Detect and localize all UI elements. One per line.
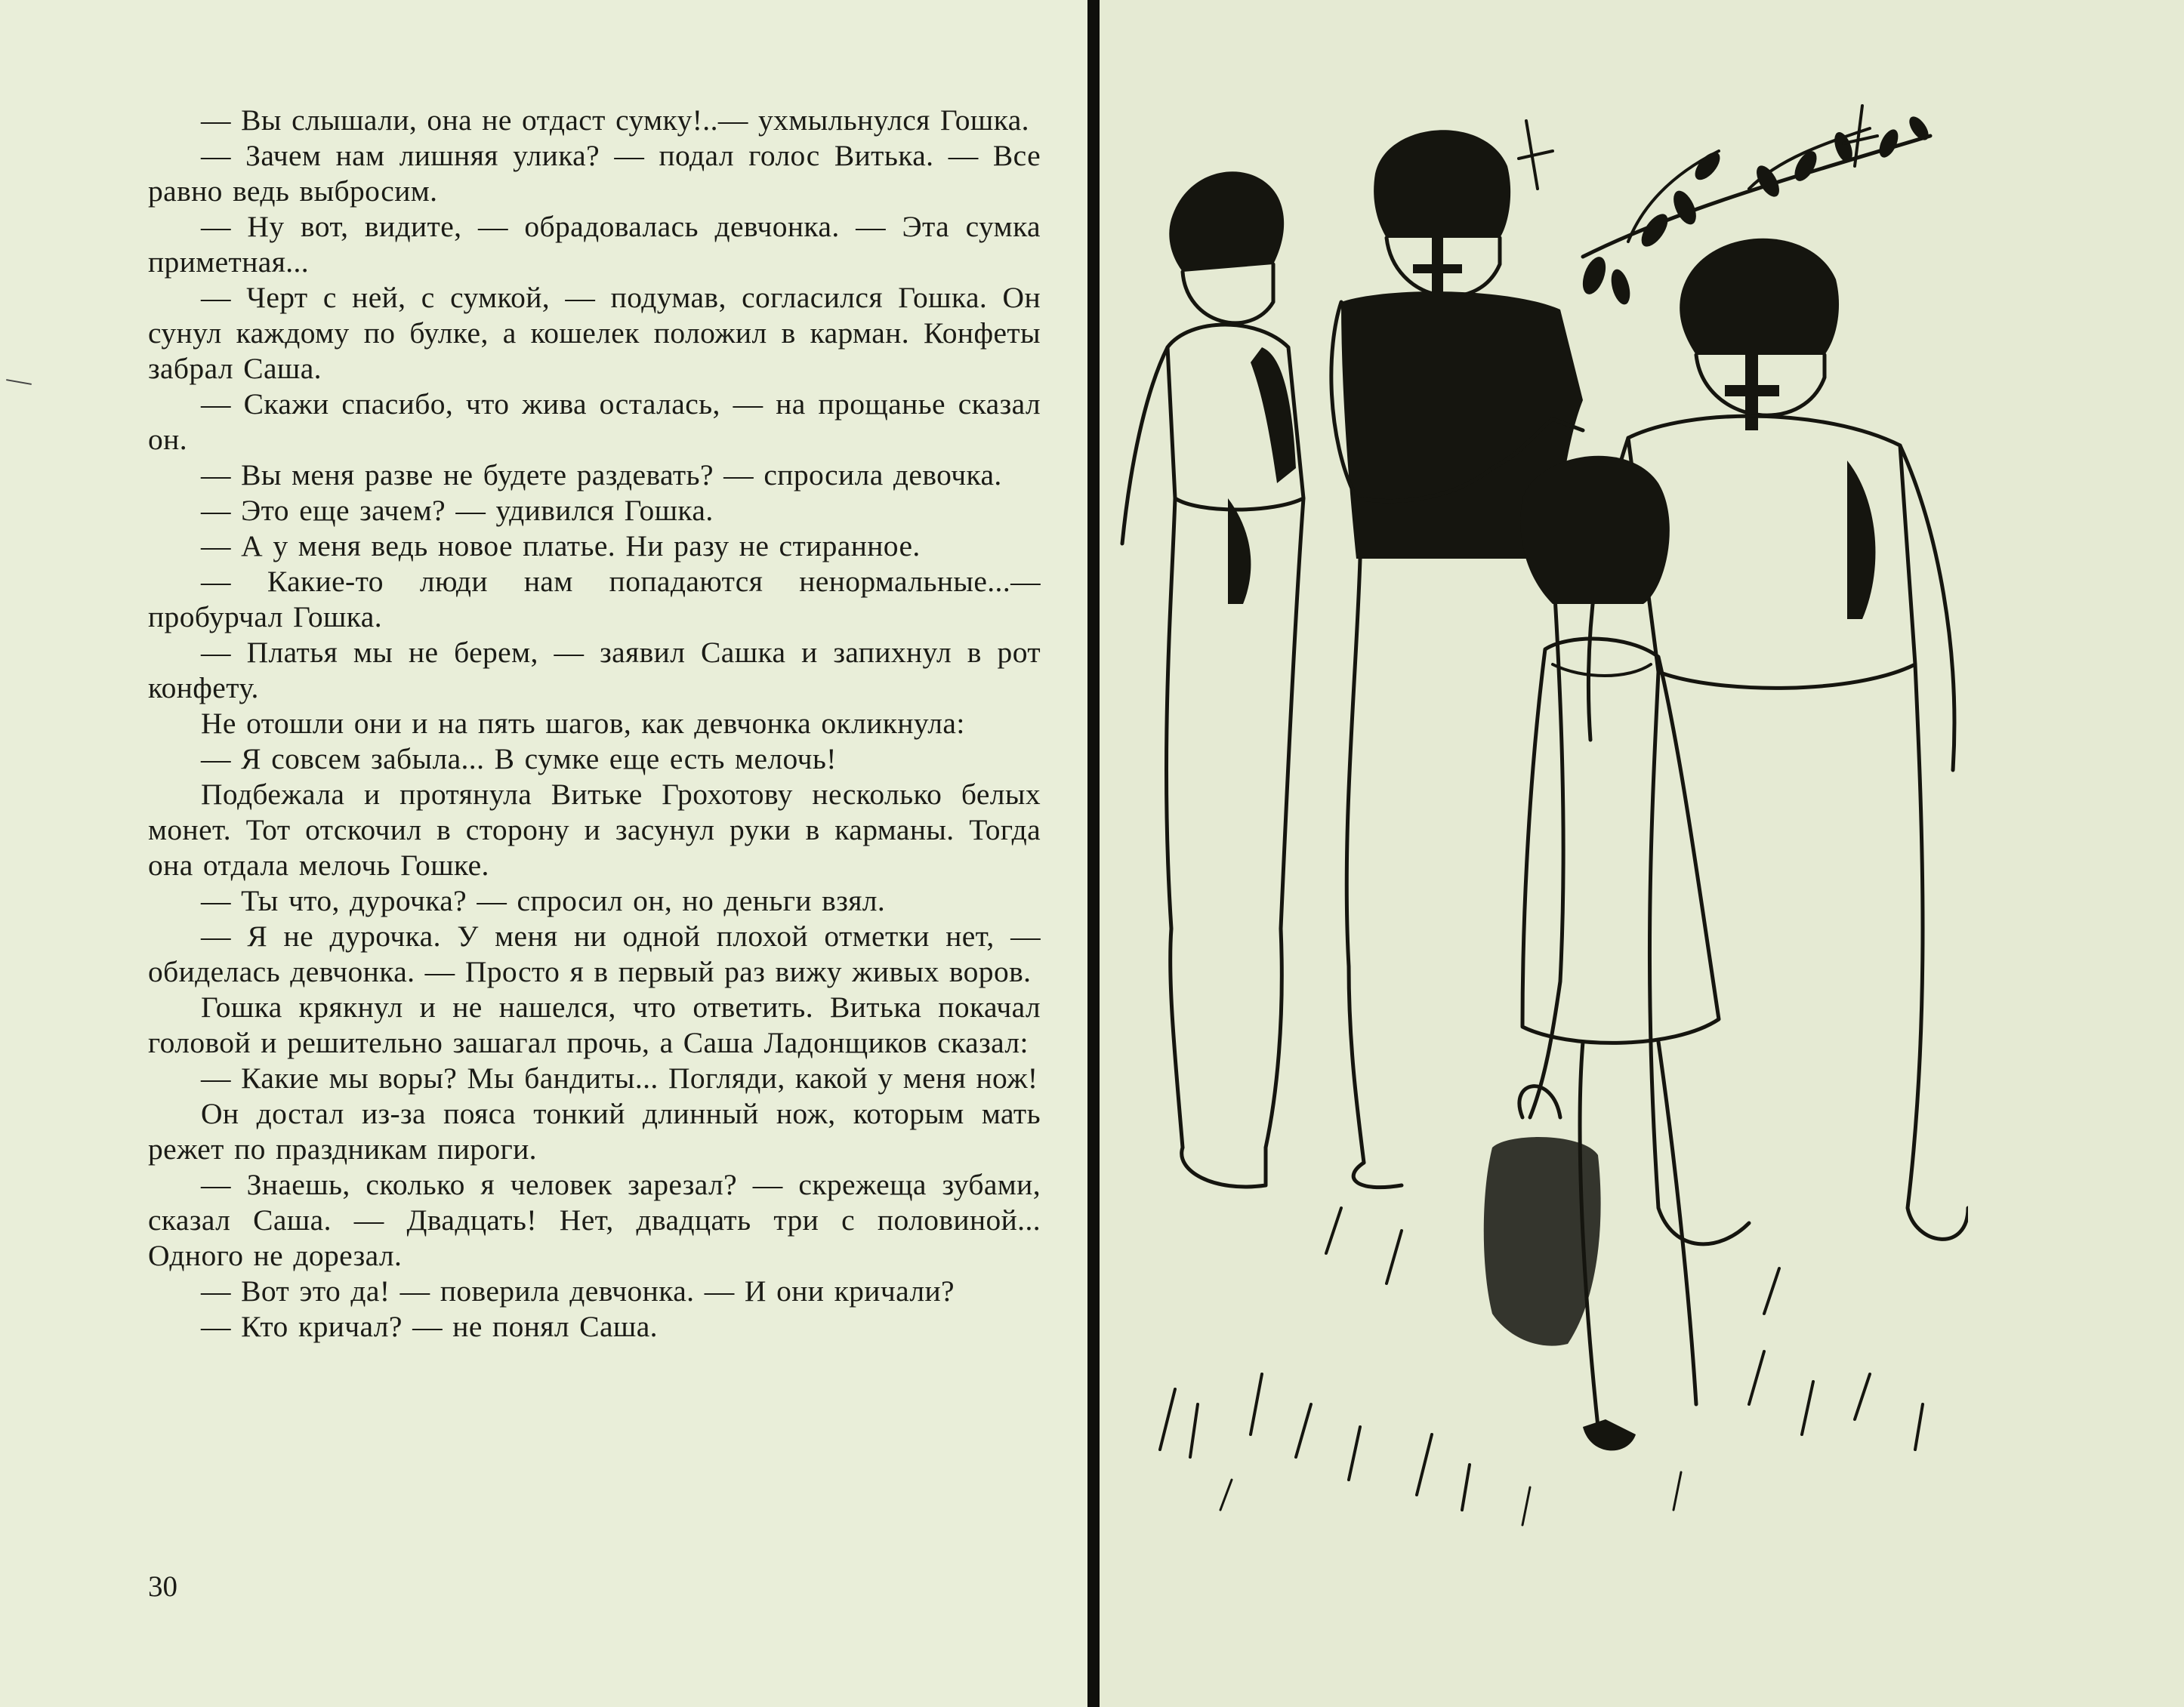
- text-column: [148, 103, 1041, 1345]
- paragraph-1: — Вы слышали, она не отдаст сумку!..— ухмыльнулся Гошка.: [201, 103, 1029, 137]
- paragraph-8: — А у меня ведь новое платье. Ни разу не стиранное.: [201, 529, 921, 562]
- paragraph-17: — Какие мы воры? Мы бандиты... Погляди, какой у меня нож!: [201, 1061, 1038, 1095]
- page-number: 30: [148, 1570, 177, 1603]
- basket-drawing: [1484, 1086, 1601, 1346]
- paragraph-12: — Я совсем забыла... В сумке еще есть мелочь!: [201, 742, 837, 775]
- paragraph-21: — Кто кричал? — не понял Саша.: [201, 1310, 658, 1343]
- paragraph-7: — Это еще зачем? — удивился Гошка.: [201, 494, 714, 527]
- ink-illustration: [1100, 75, 1968, 1570]
- paragraph-2: — Зачем нам лишняя улика? — подал голос Витька. — Все равно ведь выбросим.: [148, 139, 1041, 208]
- page-edge-mark: [6, 379, 32, 385]
- left-boy-figure: [1122, 171, 1303, 1187]
- paragraph-13: Подбежала и протянула Витьке Грохотову несколько белых монет. Тот отскочил в сторону и засунул руки в карманы. Тогда она отдала мелочь Гошке.: [148, 778, 1041, 882]
- paragraph-14: — Ты что, дурочка? — спросил он, но деньги взял.: [201, 884, 886, 917]
- paragraph-3: — Ну вот, видите, — обрадовалась девчонка. — Эта сумка приметная...: [148, 210, 1041, 279]
- paragraph-5: — Скажи спасибо, что жива осталась, — на прощанье сказал он.: [148, 387, 1041, 456]
- paragraph-10: — Платья мы не берем, — заявил Сашка и запихнул в рот конфету.: [148, 636, 1041, 704]
- paragraph-4: — Черт с ней, с сумкой, — подумав, согласился Гошка. Он сунул каждому по булке, а кошелек положил в карман. Конфеты забрал Саша.: [148, 281, 1041, 385]
- paragraph-18: Он достал из-за пояса тонкий длинный нож, которым мать режет по праздникам пироги.: [148, 1097, 1041, 1166]
- book-gutter: [1087, 0, 1100, 1707]
- paragraph-20: — Вот это да! — поверила девчонка. — И они кричали?: [201, 1274, 955, 1308]
- paragraph-6: — Вы меня разве не будете раздевать? — спросила девочка.: [201, 458, 1002, 491]
- left-page: [0, 0, 1087, 1707]
- paragraph-15: — Я не дурочка. У меня ни одной плохой отметки нет, — обиделась девчонка. — Просто я в первый раз вижу живых воров.: [148, 920, 1041, 988]
- paragraph-11: Не отошли они и на пять шагов, как девчонка окликнула:: [201, 707, 965, 740]
- paragraph-19: — Знаешь, сколько я человек зарезал? — скрежеща зубами, сказал Саша. — Двадцать! Нет, двадцать три с половиной... Одного не дорезал.: [148, 1168, 1041, 1272]
- paragraph-9: — Какие-то люди нам попадаются ненормальные...— пробурчал Гошка.: [148, 565, 1041, 633]
- paragraph-16: Гошка крякнул и не нашелся, что ответить. Витька покачал головой и решительно зашагал прочь, а Саша Ладонщиков сказал:: [148, 991, 1041, 1059]
- right-boy-figure: [1588, 239, 1968, 1244]
